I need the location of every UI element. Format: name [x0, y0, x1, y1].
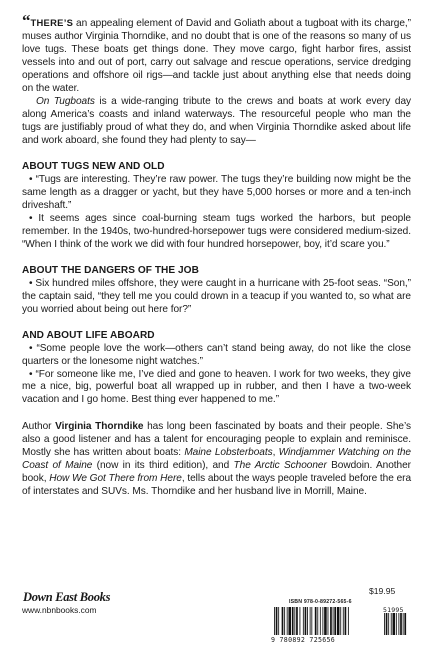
quote-item: • It seems ages since coal-burning steam tugs worked the harbors, but people remember. In the 1940s, two-hundred-horsepower tugs were considered medium-sized. “When I think of the work we did with four hundred horsepower, boy, it’d scare you.” [22, 212, 411, 250]
bio-prefix: Author [22, 421, 56, 433]
bio-separator: , [272, 447, 279, 459]
price-label: $19.95 [369, 586, 396, 596]
intro-block [22, 11, 412, 148]
intro-text-1: an appealing element of David and Goliath about a tugboat with its charge,” muses author Virginia Thorndike, and no doubt that is one of the reasons so many of us love tugs. These boats get things done. They move cargo, fight harbor fires, assist vessels into and out of port, carry out salvage and rescue operations, service dredging operations and offshore oil rigs—and tackle just about anything else that needs doing on the water. [22, 18, 411, 94]
ean-digits: 9 780892 725656 [271, 636, 336, 644]
author-name: Virginia Thorndike [55, 421, 144, 433]
quote-item: • Six hundred miles offshore, they were caught in a hurricane with 25-foot seas. “Son,” the captain said, “they tell me you could drown in a teacup if you wanted to, so what are you worried about being out here for?” [22, 277, 411, 315]
quote-item: • “Tugs are interesting. They’re raw power. The tugs they’re building now might be the same length as a dragger or yacht, but they have 5,000 horses or more and a ten-inch driveshaft.” [22, 174, 411, 211]
lead-quote-mark: “ [22, 11, 31, 30]
section-heading: ABOUT TUGS NEW AND OLD [22, 161, 165, 173]
publisher-logo: Down East Books [23, 590, 111, 604]
book-title: On Tugboats [36, 96, 95, 108]
intro-paragraph-1 [22, 11, 411, 96]
bio-text-2: (now in its third edition), and [92, 460, 234, 472]
section-life-aboard [22, 330, 411, 408]
book-title-2: Windjammer Watching on the Coast of Maine [22, 447, 411, 472]
section-heading: AND ABOUT LIFE ABOARD [22, 329, 155, 341]
author-bio [22, 421, 411, 499]
bio-text-3: Bowdoin. Another book, [22, 460, 411, 485]
author-bio-paragraph [22, 421, 411, 499]
section-tugs-new-and-old [22, 161, 411, 252]
section-heading: ABOUT THE DANGERS OF THE JOB [22, 264, 199, 276]
lead-word: THERE’S [30, 17, 74, 28]
book-title-3: The Arctic Schooner [233, 460, 327, 472]
book-title-4: How We Got There from Here [49, 473, 182, 485]
intro-text-2: is a wide-ranging tribute to the crews and boats at work every day along America’s coasts and inland waterways. The resourceful people who man the tugs are justifiably proud of what they do, and when Virginia Thorndike asked about life and work aboard, she found they had plenty to say— [22, 96, 412, 147]
section-dangers-of-the-job [22, 265, 411, 317]
isbn-label: ISBN 978-0-89272-565-6 [289, 599, 352, 605]
quote-item: • “Some people love the work—others can’t stand being away, do not like the close quarters or the lonesome night watches.” [22, 342, 411, 367]
quote-item: • “For someone like me, I’ve died and gone to heaven. I work for two weeks, they give me a nice, big, powerful boat all wrapped up in rubber, and then I have a two-week vacation and I go home. Best thing ever happened to me.” [22, 368, 411, 406]
bio-text-4: , tells about the ways people traveled before the era of interstates and SUVs. Ms. Thorndike and her husband live in Morrill, Maine. [22, 473, 412, 498]
addon-digits: 51995 [383, 606, 404, 614]
publisher-url: www.nbnbooks.com [22, 605, 97, 615]
book-title-1: Maine Lobsterboats [184, 447, 273, 459]
intro-paragraph-2 [22, 96, 411, 148]
bio-text-1: has long been fascinated by boats and their people. She’s also a good listener and has a talent for encouraging people to explain and reminisce. Mostly she has written about boats: [22, 421, 412, 459]
cover-footer [0, 586, 432, 648]
